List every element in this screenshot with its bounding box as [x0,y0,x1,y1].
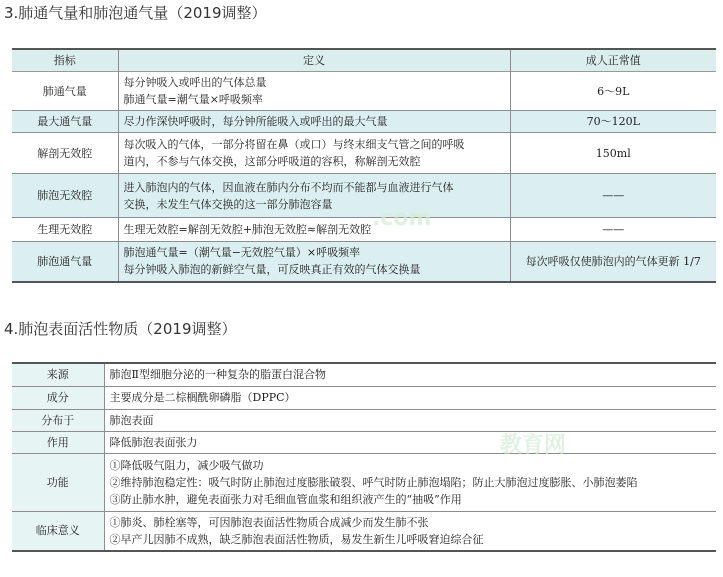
value-line: ②维持肺泡稳定性：吸气时防止肺泡过度膨胀破裂、呼气时防止肺泡塌陷；防止大肺泡过度膨胀、小肺泡萎陷 [109,475,638,489]
definition-line: 进入肺泡内的气体，因血液在肺内分布不均而不能都与血液进行气体 [123,180,454,194]
row-key: 成分 [12,386,104,409]
row-value [104,453,716,511]
table-row [12,363,716,386]
row-value [104,431,716,453]
header-normal-value: 成人正常值 [510,49,716,72]
row-indicator: 肺通气量 [42,84,87,98]
value-line: ①肺炎、肺栓塞等，可因肺泡表面活性物质合成减少而发生肺不张 [109,515,429,529]
table-row [12,242,716,282]
row-key: 临床意义 [12,511,104,551]
row-definition [118,174,510,218]
row-normal-value: 每次呼吸仅使肺泡内的气体更新 1/7 [510,242,716,282]
row-indicator: 生理无效腔 [37,223,93,236]
definition-line: 生理无效腔=解剖无效腔+肺泡无效腔≈解剖无效腔 [123,223,372,236]
definition-line: 每分钟吸入肺泡的新鲜空气量，可反映真正有效的气体交换量 [123,263,421,277]
value-line: ③防止肺水肿，避免表面张力对毛细血管血浆和组织液产生的“抽吸”作用 [109,492,462,506]
row-normal-value: —— [510,218,716,242]
row-normal-value: 6～9L [510,72,716,111]
table-row [12,133,716,174]
row-normal-value: 150ml [510,133,716,174]
row-key: 功能 [12,453,104,511]
row-indicator: 肺泡无效腔 [37,189,93,202]
table-row [12,111,716,133]
definition-line: 肺泡通气量=（潮气量−无效腔气量）×呼吸频率 [123,246,361,260]
definition-line: 道内，不参与气体交换，这部分呼吸道的容积，称解剖无效腔 [123,155,421,168]
value-line: 肺泡表面 [109,413,154,427]
row-definition [118,133,510,174]
header-definition: 定义 [118,49,510,72]
row-key: 作用 [12,431,104,453]
row-key: 分布于 [12,409,104,431]
row-definition [118,242,510,282]
definition-line: 尽力作深快呼吸时，每分钟所能吸入或呼出的最大气量 [123,115,388,128]
row-definition [118,72,510,111]
lung-ventilation-table [12,48,716,283]
row-indicator: 解剖无效腔 [37,146,93,160]
table-row [12,218,716,242]
table-row [12,174,716,218]
section-title-lung-ventilation: 3.肺通气量和肺泡通气量（2019调整） [4,4,267,22]
table-header-row [12,49,716,72]
row-definition [118,111,510,133]
definition-line: 每分钟吸入或呼出的气体总量 [123,76,267,89]
section-title-surfactant: 4.肺泡表面活性物质（2019调整） [4,320,237,338]
table-row [12,453,716,511]
table-row [12,431,716,453]
row-key: 来源 [12,363,104,386]
row-value [104,409,716,431]
watermark: 教育网 [500,433,567,458]
watermark: .com [372,206,432,231]
value-line: 主要成分是二棕榈酰卵磷脂（DPPC） [109,391,296,404]
table-row [12,409,716,431]
row-definition [118,218,510,242]
surfactant-table [12,362,716,552]
definition-line: 交换，未发生气体交换的这一部分肺泡容量 [123,197,333,211]
value-line: ①降低吸气阻力，减少吸气做功 [109,458,264,472]
definition-line: 每次吸入的气体，一部分将留在鼻（或口）与终末细支气管之间的呼吸 [123,138,465,151]
row-indicator: 最大通气量 [37,115,93,128]
row-value [104,511,716,551]
table-row [12,386,716,409]
value-line: 降低肺泡表面张力 [109,435,198,449]
row-value [104,386,716,409]
value-line: 肺泡Ⅱ型细胞分泌的一种复杂的脂蛋白混合物 [109,368,326,382]
row-normal-value: —— [510,174,716,218]
header-indicator: 指标 [53,54,76,67]
definition-line: 肺通气量=潮气量×呼吸频率 [123,93,263,106]
table-row [12,511,716,551]
table-row [12,72,716,111]
row-normal-value: 70～120L [510,111,716,133]
row-indicator: 肺泡通气量 [37,254,93,268]
row-value [104,363,716,386]
value-line: ②早产儿因肺不成熟，缺乏肺泡表面活性物质，易发生新生儿呼吸窘迫综合征 [109,532,484,546]
